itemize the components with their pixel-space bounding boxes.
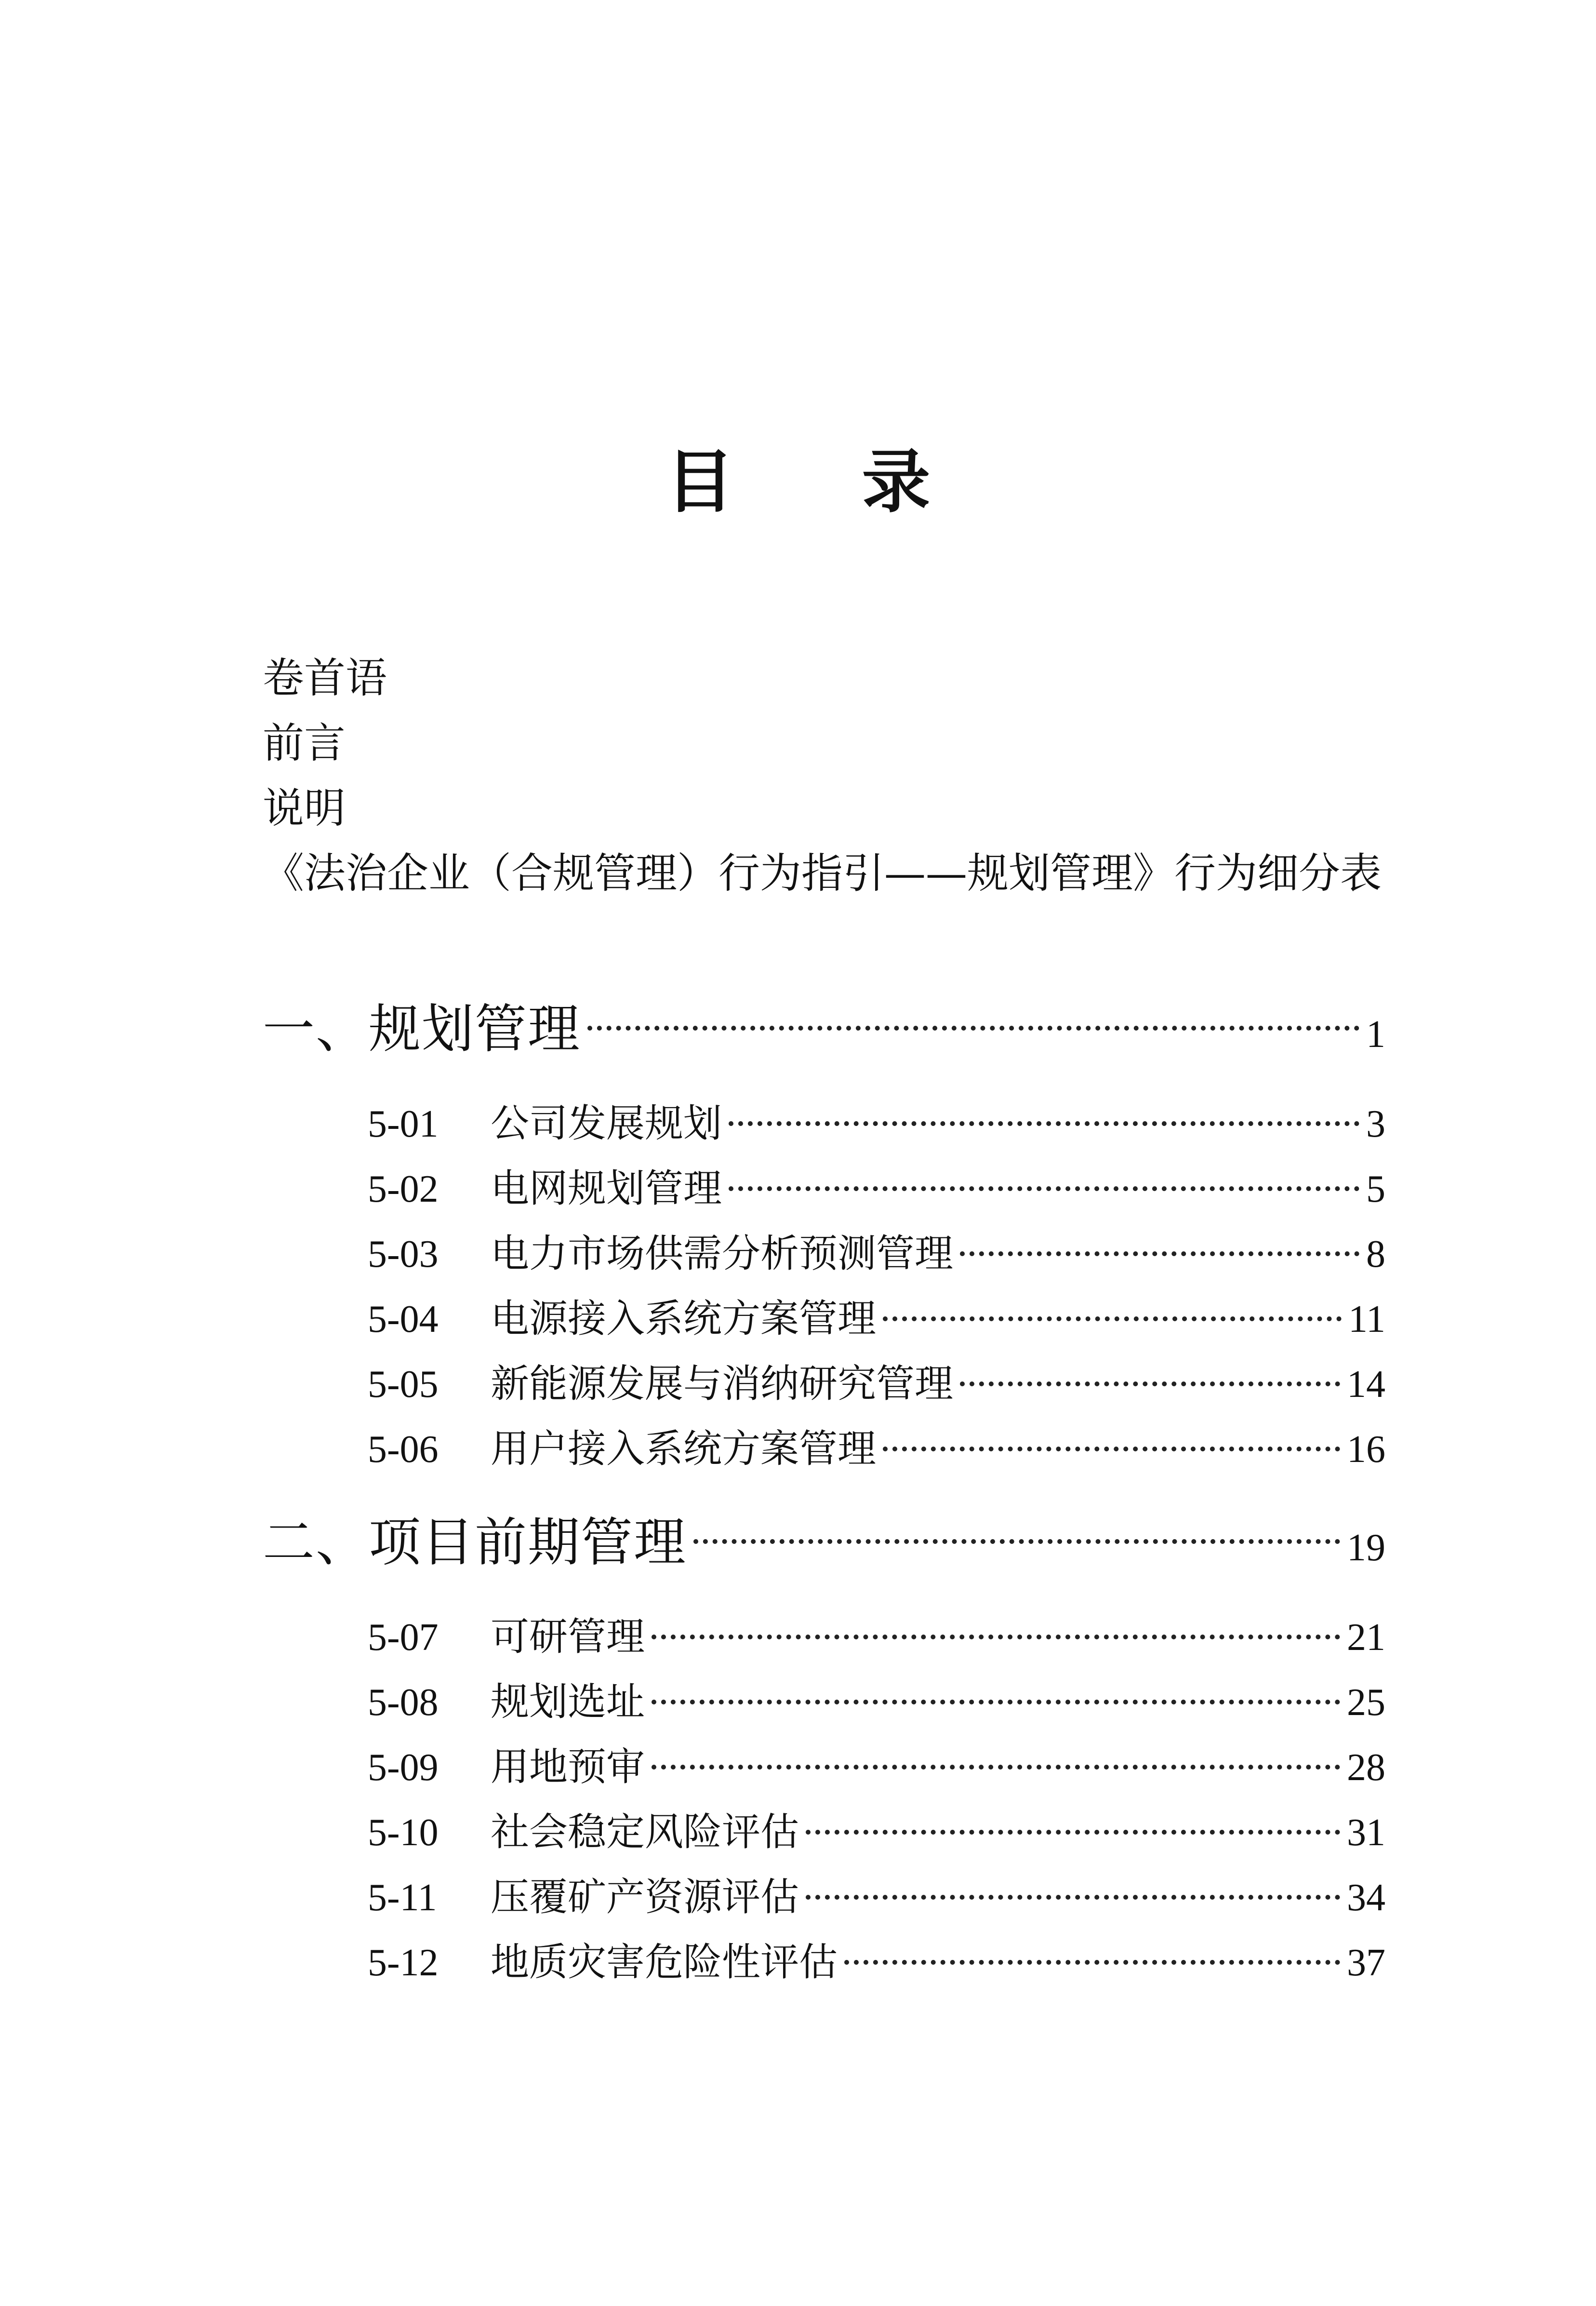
entry-number: 5-08 [368,1681,439,1724]
dot-leader [806,1895,1340,1900]
entry-number: 5-01 [368,1103,439,1145]
dot-leader [587,1026,1359,1031]
entry-page-number: 21 [1347,1616,1385,1659]
entry-title: 规划选址 [491,1679,645,1724]
toc-section-heading[interactable] [263,997,1385,1062]
dot-leader [652,1765,1340,1770]
entry-page-number: 3 [1366,1103,1385,1145]
page-title: 目录 [665,442,1058,522]
entry-title: 社会稳定风险评估 [491,1810,799,1854]
dot-leader [652,1635,1340,1639]
section-page-number: 19 [1347,1527,1385,1569]
toc-entry[interactable] [368,1669,1385,1734]
front-matter-list [263,646,1419,906]
entry-number: 5-05 [368,1363,439,1406]
entry-page-number: 8 [1366,1233,1385,1275]
toc-entry[interactable] [368,1091,1385,1156]
entry-number: 5-04 [368,1298,439,1341]
section-title: 一、规划管理 [263,999,581,1059]
dot-leader [806,1830,1340,1835]
entry-page-number: 16 [1347,1428,1385,1471]
section-title: 二、项目前期管理 [263,1513,687,1573]
entry-page-number: 14 [1347,1363,1385,1406]
entry-title: 可研管理 [491,1614,645,1659]
dot-leader [652,1700,1340,1704]
dot-leader [883,1316,1342,1321]
dot-leader [729,1121,1359,1126]
toc-entry[interactable] [368,1351,1385,1416]
entry-number: 5-07 [368,1616,439,1659]
entry-page-number: 34 [1347,1877,1385,1919]
entry-title: 电网规划管理 [491,1166,722,1211]
entry-page-number: 11 [1348,1298,1385,1341]
front-matter-item[interactable]: 《法治企业（合规管理）行为指引——规划管理》行为细分表 [263,849,1382,898]
entry-page-number: 37 [1347,1942,1385,1984]
toc-entry[interactable] [368,1286,1385,1351]
entry-number: 5-10 [368,1811,439,1854]
front-matter-item[interactable]: 说明 [263,784,346,832]
table-of-contents [263,997,1385,1995]
toc-entry[interactable] [368,1864,1385,1930]
entry-title: 电源接入系统方案管理 [491,1296,876,1341]
entry-title: 电力市场供需分析预测管理 [491,1231,953,1276]
front-matter-item[interactable]: 卷首语 [263,654,387,702]
dot-leader [960,1381,1340,1386]
entry-title: 用户接入系统方案管理 [491,1426,876,1471]
entry-page-number: 5 [1366,1168,1385,1210]
dot-leader [693,1539,1340,1544]
entry-page-number: 31 [1347,1811,1385,1854]
entry-title: 公司发展规划 [491,1101,722,1146]
entry-number: 5-03 [368,1233,439,1275]
dot-leader [844,1960,1340,1965]
entry-page-number: 28 [1347,1746,1385,1789]
toc-entry[interactable] [368,1799,1385,1864]
entry-number: 5-09 [368,1746,439,1789]
section-page-number: 1 [1366,1013,1385,1056]
toc-entry[interactable] [368,1930,1385,1995]
front-matter-item[interactable]: 前言 [263,719,346,767]
toc-entry[interactable] [368,1416,1385,1481]
entry-number: 5-12 [368,1942,439,1984]
entry-title: 用地预审 [491,1744,645,1789]
toc-entry[interactable] [368,1604,1385,1669]
entry-page-number: 25 [1347,1681,1385,1724]
dot-leader [729,1186,1359,1191]
entry-number: 5-11 [368,1877,437,1919]
entry-title: 新能源发展与消纳研究管理 [491,1361,953,1406]
toc-entry[interactable] [368,1734,1385,1799]
entry-title: 地质灾害危险性评估 [491,1940,838,1984]
dot-leader [960,1251,1359,1256]
entry-number: 5-02 [368,1168,439,1210]
dot-leader [883,1447,1340,1451]
toc-entry[interactable] [368,1221,1385,1286]
toc-section-heading[interactable] [263,1510,1385,1575]
toc-entry[interactable] [368,1156,1385,1221]
entry-title: 压覆矿产资源评估 [491,1875,799,1919]
entry-number: 5-06 [368,1428,439,1471]
